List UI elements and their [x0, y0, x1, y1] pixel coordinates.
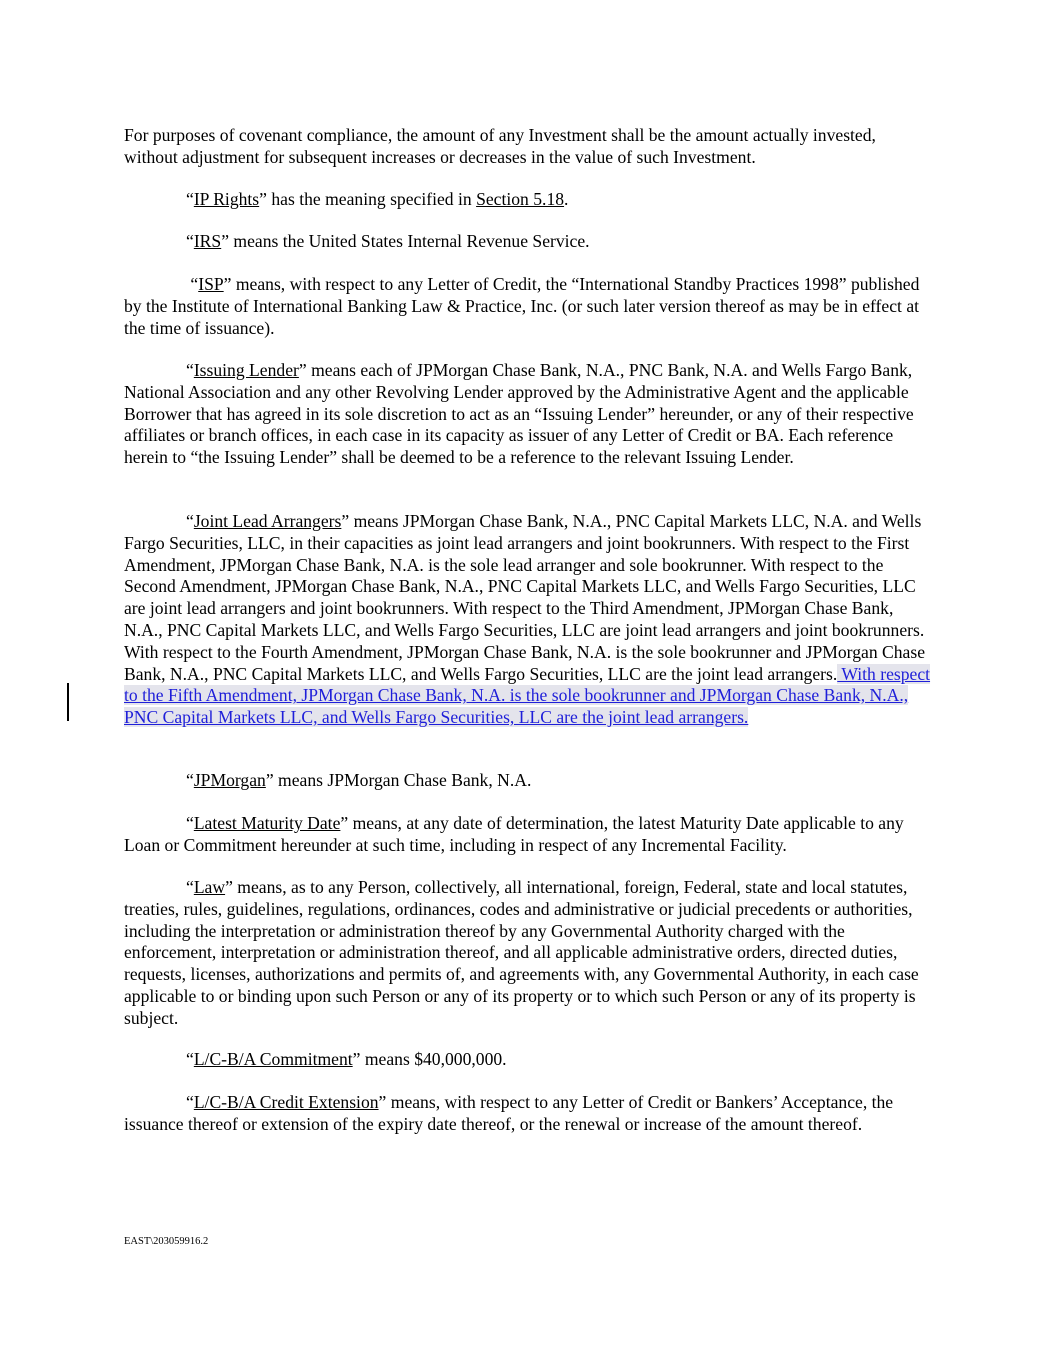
defined-term: IRS — [193, 231, 222, 251]
open-quote: “ — [186, 360, 194, 380]
definition-text: ” means JPMorgan Chase Bank, N.A., PNC Capital Markets LLC, N.A. and Wells Fargo Securities, LLC, in their capacities as joint lead arrangers and joint bookrunners. With respect to the First Amendment, JPMorgan Chase Bank, N.A. is the sole lead arranger and sole bookrunner. With respect to the Second Amendment, JPMorgan Chase Bank, N.A., PNC Capital Markets LLC, and Wells Fargo Securities, LLC are joint lead arrangers and joint bookrunners. With respect to the Third Amendment, JPMorgan Chase Bank, N.A., PNC Capital Markets LLC, and Wells Fargo Securities, LLC are joint lead arrangers and joint bookrunners. With respect to the Fourth Amendment, JPMorgan Chase Bank, N.A. is the sole bookrunner and JPMorgan Chase Bank, N.A., PNC Capital Markets LLC, and Wells Fargo Securities, LLC are the joint lead arrangers. — [124, 511, 926, 684]
definition-lc-ba-commitment — [124, 1049, 934, 1071]
definition-isp — [124, 274, 934, 339]
defined-term: ISP — [198, 274, 224, 294]
definition-latest-maturity-date — [124, 813, 934, 857]
open-quote: “ — [186, 1092, 194, 1112]
open-quote: “ — [186, 1049, 194, 1069]
tracked-insertion: With respect to the Fifth Amendment, JPMorgan Chase Bank, N.A. is the sole bookrunner and JPMorgan Chase Bank, N.A., PNC Capital Markets LLC, and Wells Fargo Securities, LLC are the joint lead arrangers. — [124, 663, 931, 728]
open-quote: “ — [186, 274, 199, 294]
defined-term: Latest Maturity Date — [193, 813, 341, 833]
definition-text: ” means JPMorgan Chase Bank, N.A. — [265, 770, 532, 790]
definition-jpmorgan — [124, 770, 934, 792]
definition-text: ” means, with respect to any Letter of Credit, the “International Standby Practices 1998” published by the Institute of International Banking Law & Practice, Inc. (or such later version thereof as may be in effect at the time of issuance). — [124, 274, 924, 338]
definition-text: ” means each of JPMorgan Chase Bank, N.A., PNC Bank, N.A. and Wells Fargo Bank, National Association and any other Revolving Lender approved by the Administrative Agent and the applicable Borrower that has agreed in its sole discretion to act as an “Issuing Lender” hereunder, or any of their respective affiliates or branch offices, in each case in its capacity as issuer of any Letter of Credit or BA. Each reference herein to “the Issuing Lender” shall be deemed to be a reference to the relevant Issuing Lender. — [124, 360, 914, 468]
definition-text: ” means, with respect to any Letter of Credit or Bankers’ Acceptance, the issuance thereof or extension of the expiry date thereof, or the renewal or increase of the amount thereof. — [124, 1092, 894, 1134]
open-quote: “ — [186, 813, 194, 833]
open-quote: “ — [186, 511, 194, 531]
open-quote: “ — [186, 877, 194, 897]
section-reference: Section 5.18 — [476, 189, 565, 209]
definition-irs — [124, 231, 934, 253]
defined-term: Law — [193, 877, 226, 897]
definition-joint-lead-arrangers — [124, 511, 934, 729]
definition-text: ” has the meaning specified in — [259, 189, 477, 209]
definition-text: ” means $40,000,000. — [352, 1049, 507, 1069]
defined-term: Issuing Lender — [193, 360, 299, 380]
open-quote: “ — [186, 189, 194, 209]
investment-paragraph: For purposes of covenant compliance, the amount of any Investment shall be the amount actually invested, without adjustment for subsequent increases or decreases in the value of such Investment. — [124, 125, 876, 167]
open-quote: “ — [186, 770, 194, 790]
defined-term: L/C-B/A Credit Extension — [193, 1092, 379, 1112]
definition-issuing-lender — [124, 360, 934, 469]
defined-term: IP Rights — [193, 189, 260, 209]
definition-end: . — [564, 189, 569, 209]
definition-law — [124, 877, 934, 1030]
definition-text: ” means, as to any Person, collectively, all international, foreign, Federal, state and local statutes, treaties, rules, guidelines, regulations, ordinances, codes and administrative or judicial precedents or authorities, including the interpretation or administration thereof by any Governmental Authority charged with the enforcement, interpretation or administration thereof, and all applicable administrative orders, directed duties, requests, licenses, authorizations and permits of, and agreements with, any Governmental Authority, in each case applicable to or binding upon such Person or any of its property or to which such Person or any of its property is subject. — [124, 877, 919, 1028]
document-footer-id: EAST\203059916.2 — [124, 1236, 209, 1247]
definition-text: ” means, at any date of determination, the latest Maturity Date applicable to any Loan or Commitment hereunder at such time, including in respect of any Incremental Facility. — [124, 813, 904, 855]
definition-lc-ba-credit-extension — [124, 1092, 934, 1136]
defined-term: Joint Lead Arrangers — [193, 511, 342, 531]
change-bar — [67, 683, 69, 721]
defined-term: L/C-B/A Commitment — [193, 1049, 353, 1069]
definition-ip-rights — [124, 189, 934, 211]
open-quote: “ — [186, 231, 194, 251]
defined-term: JPMorgan — [193, 770, 266, 790]
definition-text: ” means the United States Internal Revenue Service. — [221, 231, 590, 251]
